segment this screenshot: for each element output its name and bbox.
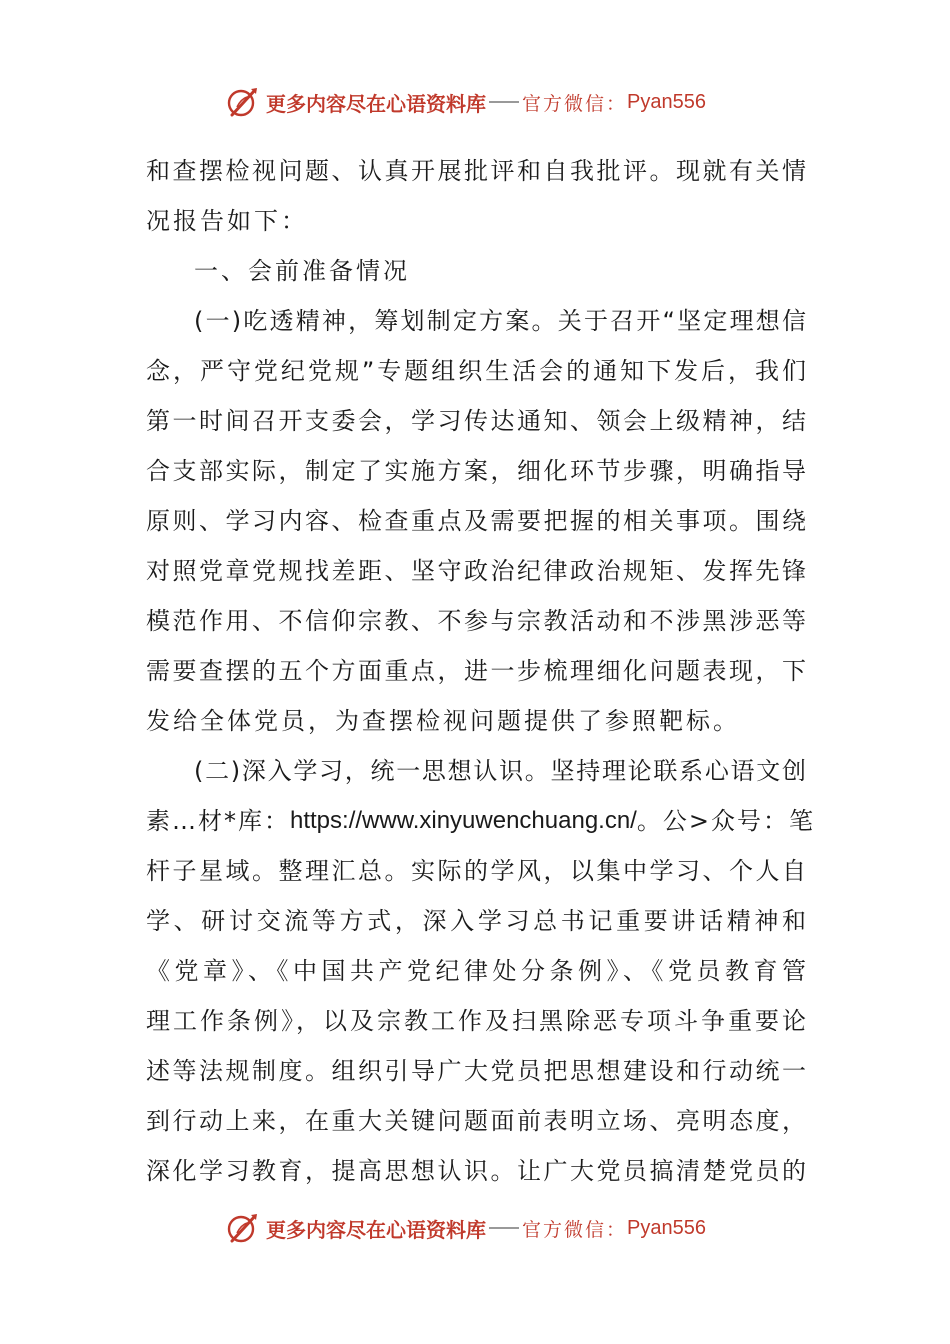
watermark-label: 官方微信： [522, 1218, 628, 1241]
watermark-banner-bottom [226, 1208, 706, 1248]
watermark-brand: 更多内容尽在心语资料库 [266, 1217, 486, 1242]
text-line: 《党章》、《中国共产党纪律处分条例》、《党员教育管 [146, 957, 806, 985]
text-line: 深化学习教育，提高思想认识。让广大党员搞清楚党员的 [146, 1157, 806, 1185]
watermark-id: Pyan556 [627, 1216, 706, 1239]
watermark-brand: 更多内容尽在心语资料库 [266, 91, 486, 116]
watermark-label: 官方微信： [522, 92, 628, 115]
text-line: 合支部实际，制定了实施方案，细化环节步骤，明确指导 [146, 457, 806, 485]
text-line: 理工作条例》，以及宗教工作及扫黑除恶专项斗争重要论 [146, 1007, 806, 1035]
text-line: 模范作用、不信仰宗教、不参与宗教活动和不涉黑涉恶等 [146, 607, 806, 635]
text-line: (二)深入学习，统一思想认识。坚持理论联系心语文创 [194, 757, 806, 785]
text-line: 需要查摆的五个方面重点，进一步梳理细化问题表现，下 [146, 657, 806, 685]
text-line-with-url [146, 796, 815, 846]
watermark-id: Pyan556 [627, 90, 706, 113]
section-heading: 一、会前准备情况 [194, 257, 410, 285]
text-fragment: 。公>众号：笔 [636, 807, 815, 835]
text-line: 杆子星域。整理汇总。实际的学风，以集中学习、个人自 [146, 857, 806, 885]
text-fragment: 素…材*库： [146, 807, 290, 835]
text-line: 对照党章党规找差距、坚守政治纪律政治规矩、发挥先锋 [146, 557, 806, 585]
text-line: (一)吃透精神，筹划制定方案。关于召开“坚定理想信 [194, 307, 806, 335]
watermark-dash [489, 101, 519, 103]
text-line: 和查摆检视问题、认真开展批评和自我批评。现就有关情 [146, 157, 806, 185]
watermark-banner-top [226, 82, 706, 122]
watermark-dash [489, 1227, 519, 1229]
text-line: 学、研讨交流等方式，深入学习总书记重要讲话精神和 [146, 907, 806, 935]
text-line: 第一时间召开支委会，学习传达通知、领会上级精神，结 [146, 407, 806, 435]
text-line: 念，严守党纪党规”专题组织生活会的通知下发后，我们 [146, 357, 806, 385]
text-line: 述等法规制度。组织引导广大党员把思想建设和行动统一 [146, 1057, 806, 1085]
text-line: 况报告如下： [146, 207, 308, 235]
pen-logo-icon [226, 85, 260, 119]
text-line: 到行动上来，在重大关键问题面前表明立场、亮明态度， [146, 1107, 806, 1135]
text-line: 原则、学习内容、检查重点及需要把握的相关事项。围绕 [146, 507, 806, 535]
pen-logo-icon [226, 1211, 260, 1245]
website-url: https://www.xinyuwenchuang.cn/ [290, 807, 637, 834]
text-line: 发给全体党员，为查摆检视问题提供了参照靶标。 [146, 707, 740, 735]
